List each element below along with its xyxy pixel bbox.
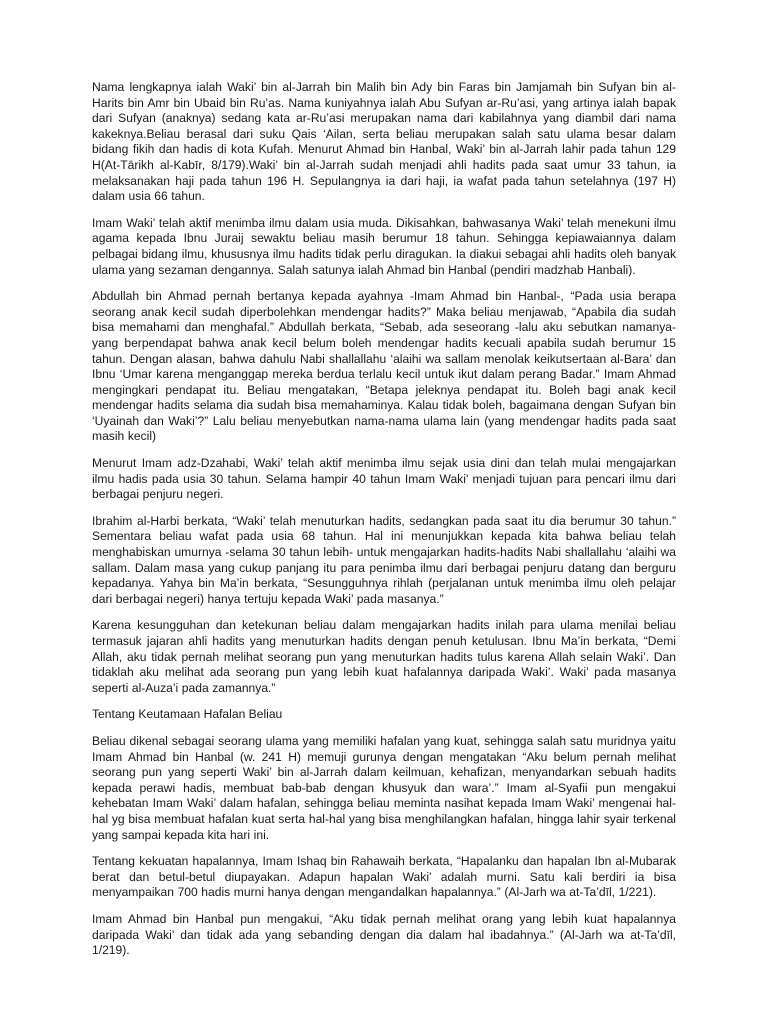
paragraph: Menurut Imam adz-Dzahabi, Waki’ telah aktif menimba ilmu sejak usia dini dan telah mulai mengajarkan ilmu hadis pada usia 30 tahun. Selama hampir 40 tahun Imam Waki’ menjadi tujuan para pencari ilmu dari berbagai penjuru negeri.: [92, 456, 676, 502]
paragraph: Nama lengkapnya ialah Waki’ bin al-Jarrah bin Malih bin Ady bin Faras bin Jamjamah bin Sufyan bin al-Harits bin Amr bin Ubaid bin Ru’as. Nama kuniyahnya ialah Abu Sufyan ar-Ru’asi, yang artinya ialah bapak dari Sufyan (anaknya) sedang kata ar-Ru’asi merupakan nama dari kabilahnya yang diambil dari nama kakeknya.Beliau berasal dari suku Qais ‘Ailan, serta beliau merupakan salah satu ulama besar dalam bidang fikih dan hadis di kota Kufah. Menurut Ahmad bin Hanbal, Waki’ bin al-Jarrah lahir pada tahun 129 H(At-Tārikh al-Kabīr, 8/179).Waki’ bin al-Jarrah sudah menjadi ahli hadits pada saat umur 33 tahun, ia melaksanakan haji pada tahun 196 H. Sepulangnya ia dari haji, ia wafat pada tahun setelahnya (197 H) dalam usia 66 tahun.: [92, 80, 676, 204]
paragraph: Ibrahim al-Harbi berkata, “Waki’ telah menuturkan hadits, sedangkan pada saat itu dia berumur 30 tahun.” Sementara beliau wafat pada usia 68 tahun. Hal ini menunjukkan kepada kita bahwa beliau telah menghabiskan umurnya -selama 30 tahun lebih- untuk mengajarkan hadits-hadits Nabi shallallahu ‘alaihi wa sallam. Dalam masa yang cukup panjang itu para penimba ilmu dari berbagai penjuru datang dan berguru kepadanya. Yahya bin Ma’in berkata, “Sesungguhnya rihlah (perjalanan untuk menimba ilmu oleh pelajar dari berbagai negeri) hanya tertuju kepada Waki’ pada masanya.”: [92, 513, 676, 606]
paragraph: Tentang kekuatan hapalannya, Imam Ishaq bin Rahawaih berkata, “Hapalanku dan hapalan Ibn al-Mubarak berat dan betul-betul diupayakan. Adapun hapalan Waki’ adalah murni. Satu kali berdiri ia bisa menyampaikan 700 hadis murni hanya dengan mengandalkan hapalannya.” (Al-Jarh wa at-Ta’dīl, 1/221).: [92, 854, 676, 900]
paragraph: Beliau dikenal sebagai seorang ulama yang memiliki hafalan yang kuat, sehingga salah satu muridnya yaitu Imam Ahmad bin Hanbal (w. 241 H) memuji gurunya dengan mengatakan “Aku belum pernah melihat seorang pun yang seperti Waki’ bin al-Jarrah dalam keilmuan, kehafizan, menyandarkan sebuah hadits kepada perawi hadis, membuat bab-bab dengan khusyuk dan wara’.” Imam al-Syafii pun mengakui kehebatan Imam Waki’ dalam hafalan, sehingga beliau meminta nasihat kepada Imam Waki’ mengenai hal-hal yg bisa membuat hafalan kuat serta hal-hal yang bisa menghilangkan hafalan, hingga lahir syair terkenal yang sampai kepada kita hari ini.: [92, 733, 676, 842]
paragraph: Karena kesungguhan dan ketekunan beliau dalam mengajarkan hadits inilah para ulama menilai beliau termasuk jajaran ahli hadits yang menuturkan hadits dengan penuh ketulusan. Ibnu Ma’in berkata, “Demi Allah, aku tidak pernah melihat seorang pun yang menuturkan hadits tulus karena Allah selain Waki’. Dan tidaklah aku melihat ada seorang pun yang lebih kuat hafalannya daripada Waki’. Waki’ pada masanya seperti al-Auza’i pada zamannya.”: [92, 618, 676, 695]
paragraph: Abdullah bin Ahmad pernah bertanya kepada ayahnya -Imam Ahmad bin Hanbal-, “Pada usia berapa seorang anak kecil sudah diperbolehkan mendengar hadits?” Maka beliau menjawab, “Apabila dia sudah bisa memahami dan menghafal.” Abdullah berkata, “Sebab, ada seseorang -lalu aku sebutkan namanya- yang berpendapat bahwa anak kecil belum boleh mendengar hadits kecuali apabila sudah berumur 15 tahun. Dengan alasan, bahwa dahulu Nabi shallallahu ‘alaihi wa sallam menolak keikutsertaan al-Bara’ dan Ibnu ‘Umar karena menganggap mereka berdua terlalu kecil untuk ikut dalam perang Badar.” Imam Ahmad mengingkari pendapat itu. Beliau mengatakan, “Betapa jeleknya pendapat itu. Boleh bagi anak kecil mendengar hadits selama dia sudah bisa memahaminya. Kalau tidak boleh, bagaimana dengan Sufyan bin ‘Uyainah dan Waki’?” Lalu beliau menyebutkan nama-nama ulama lain (yang mendengar hadits pada saat masih kecil): [92, 289, 676, 444]
paragraph: Imam Waki’ telah aktif menimba ilmu dalam usia muda. Dikisahkan, bahwasanya Waki’ telah menekuni ilmu agama kepada Ibnu Juraij sewaktu beliau masih berumur 18 tahun. Sehingga kepiawaiannya dalam pelbagai bidang ilmu, khususnya ilmu hadits tidak perlu diragukan. Ia diakui sebagai ahli hadits oleh banyak ulama yang sezaman dengannya. Salah satunya ialah Ahmad bin Hanbal (pendiri madzhab Hanbali).: [92, 215, 676, 277]
section-heading: Tentang Keutamaan Hafalan Beliau: [92, 707, 283, 722]
paragraph: Imam Ahmad bin Hanbal pun mengakui, “Aku tidak pernah melihat orang yang lebih kuat hapalannya daripada Waki’ dan tidak ada yang sebanding dengan dia dalam hal ibadahnya.” (Al-Jarh wa at-Ta’dīl, 1/219).: [92, 911, 676, 958]
